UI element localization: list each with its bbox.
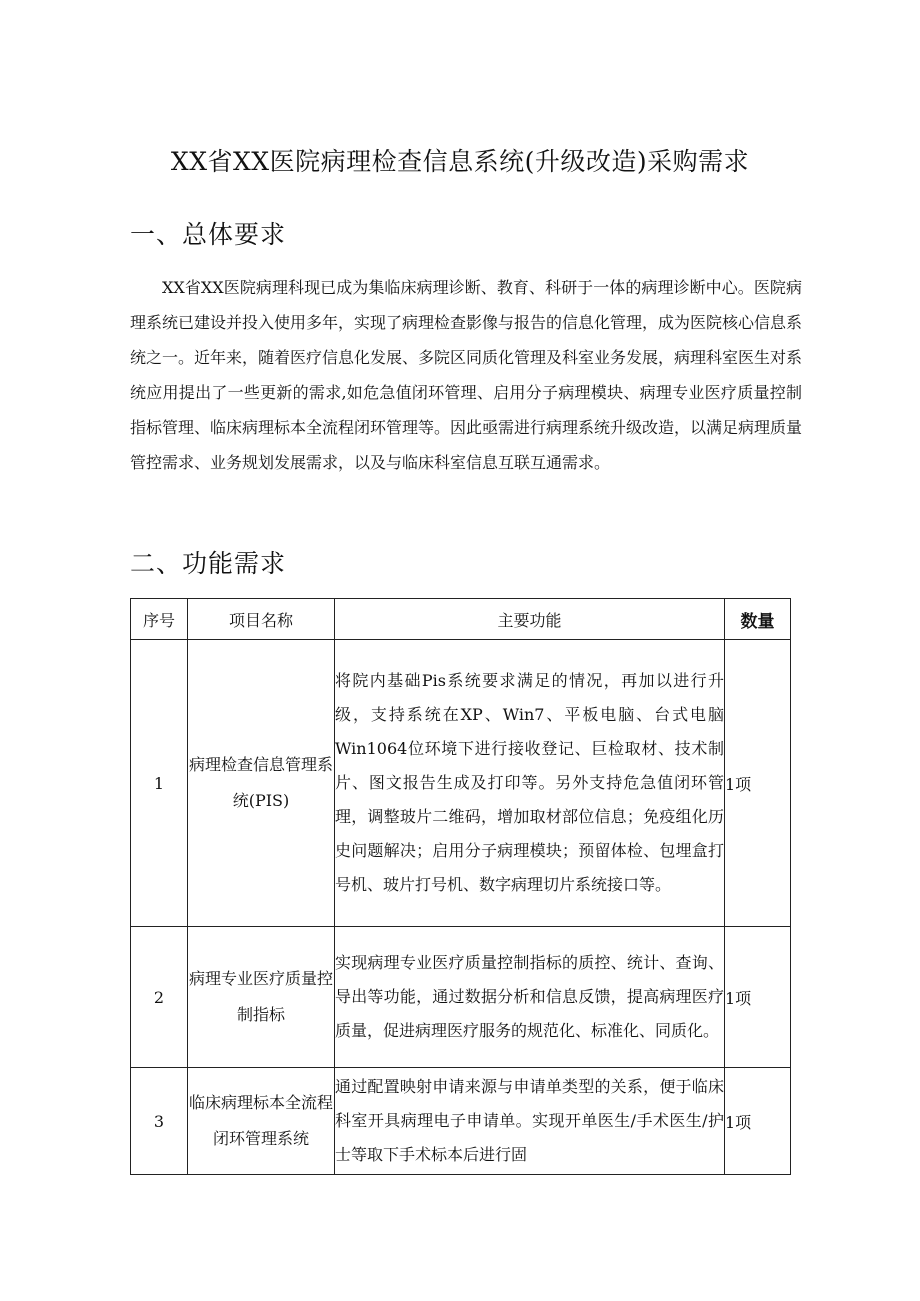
row-main-function: 将院内基础Pis系统要求满足的情况，再加以进行升级，支持系统在XP、Win7、平板电脑、台式电脑Win1064位环境下进行接收登记、巨检取材、技术制片、图文报告生成及打印等。另外支持危急值闭环管理，调整玻片二维码，增加取材部位信息；免疫组化历史问题解决；启用分子病理模块；预留体检、包埋盒打号机、玻片打号机、数字病理切片系统接口等。 [335,640,725,927]
row-no: 2 [131,927,188,1068]
row-main-function: 实现病理专业医疗质量控制指标的质控、统计、查询、导出等功能，通过数据分析和信息反馈，提高病理医疗质量，促进病理医疗服务的规范化、标准化、同质化。 [335,927,725,1068]
header-quantity: 数量 [725,599,791,640]
table-row [131,640,791,927]
row-main-function: 通过配置映射申请来源与申请单类型的关系，便于临床科室开具病理电子申请单。实现开单医生/手术医生/护士等取下手术标本后进行固 [335,1068,725,1175]
row-quantity: 1项 [725,640,791,927]
table-row [131,927,791,1068]
table-row [131,1068,791,1175]
section-heading-general-requirements: 一、总体要求 [130,220,287,249]
row-item-name: 病理检查信息管理系统(PIS) [188,640,335,927]
functional-requirements-table [130,598,791,1175]
row-no: 1 [131,640,188,927]
header-no: 序号 [131,599,188,640]
row-quantity: 1项 [725,927,791,1068]
header-main-function: 主要功能 [335,599,725,640]
document-title: XX省XX医院病理检查信息系统(升级改造)采购需求 [170,147,750,176]
row-item-name: 病理专业医疗质量控制指标 [188,927,335,1068]
row-no: 3 [131,1068,188,1175]
table-header-row [131,599,791,640]
row-quantity: 1项 [725,1068,791,1175]
general-requirements-paragraph: XX省XX医院病理科现已成为集临床病理诊断、教育、科研于一体的病理诊断中心。医院病理系统已建设并投入使用多年，实现了病理检查影像与报告的信息化管理，成为医院核心信息系统之一。近年来，随着医疗信息化发展、多院区同质化管理及科室业务发展，病理科室医生对系统应用提出了一些更新的需求,如危急值闭环管理、启用分子病理模块、病理专业医疗质量控制指标管理、临床病理标本全流程闭环管理等。因此亟需进行病理系统升级改造，以满足病理质量管控需求、业务规划发展需求，以及与临床科室信息互联互通需求。 [130,278,803,472]
row-item-name: 临床病理标本全流程闭环管理系统 [188,1068,335,1175]
header-item-name: 项目名称 [188,599,335,640]
section-heading-functional-requirements: 二、功能需求 [130,549,287,578]
